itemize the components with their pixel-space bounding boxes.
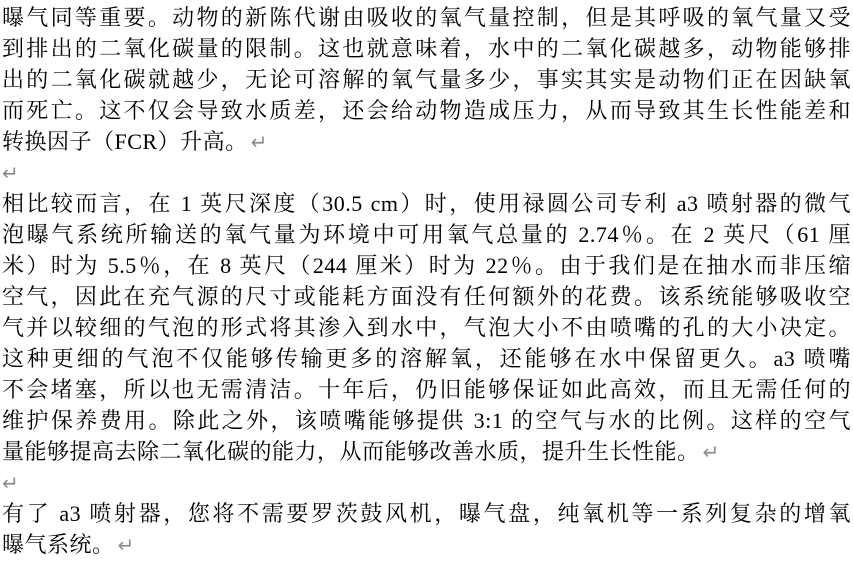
line-text: 量能够提高去除二氧化碳的能力，从而能够改善水质，提升生长性能。: [2, 439, 700, 464]
paragraph-mark-icon: ↵: [117, 533, 135, 557]
line-text: 曝气同等重要。动物的新陈代谢由吸收的氧气量控制，但是其呼吸的氧气量又受: [2, 5, 851, 30]
text-line[interactable]: [2, 343, 851, 374]
paragraph: [2, 188, 851, 467]
line-text: 有了 a3 喷射器，您将不需要罗茨鼓风机，曝气盘，纯氧机等一系列复杂的增氧: [2, 501, 851, 526]
paragraph-mark-icon: ↵: [2, 161, 19, 185]
line-text: 相比较而言，在 1 英尺深度（30.5 cm）时，使用禄圆公司专利 a3 喷射器的微气: [2, 191, 851, 216]
text-line[interactable]: [2, 219, 851, 250]
line-text: 不会堵塞，所以也无需清洁。十年后，仍旧能够保证如此高效，而且无需任何的: [2, 377, 851, 402]
line-text: 出的二氧化碳就越少，无论可溶解的氧气量多少，事实其实是动物们正在因缺氧: [2, 67, 851, 92]
text-line[interactable]: [2, 250, 851, 281]
text-line[interactable]: [2, 405, 851, 436]
text-line[interactable]: [2, 312, 851, 343]
text-line[interactable]: [2, 529, 851, 560]
text-line[interactable]: [2, 281, 851, 312]
text-line[interactable]: [2, 188, 851, 219]
text-line[interactable]: [2, 2, 851, 33]
line-text: 到排出的二氧化碳量的限制。这也就意味着，水中的二氧化碳越多，动物能够排: [2, 36, 851, 61]
paragraph-mark-icon: ↵: [2, 471, 19, 495]
line-text: 这种更细的气泡不仅能够传输更多的溶解氧，还能够在水中保留更久。a3 喷嘴: [2, 346, 851, 371]
line-text: 空气，因此在充气源的尺寸或能耗方面没有任何额外的花费。该系统能够吸收空: [2, 284, 851, 309]
line-text: 转换因子（FCR）升高。: [2, 129, 248, 154]
text-line[interactable]: [2, 436, 851, 467]
text-line[interactable]: [2, 498, 851, 529]
empty-paragraph: [2, 157, 851, 188]
text-line[interactable]: [2, 33, 851, 64]
text-line[interactable]: [2, 467, 851, 498]
paragraph: [2, 2, 851, 157]
line-text: 米）时为 5.5％，在 8 英尺（244 厘米）时为 22％。由于我们是在抽水而非压缩: [2, 253, 851, 278]
paragraph: [2, 498, 851, 560]
text-line[interactable]: [2, 374, 851, 405]
line-text: 泡曝气系统所输送的氧气量为环境中可用氧气总量的 2.74％。在 2 英尺（61 厘: [2, 222, 851, 247]
paragraph-mark-icon: ↵: [250, 130, 268, 154]
line-text: 维护保养费用。除此之外，该喷嘴能够提供 3:1 的空气与水的比例。这样的空气: [2, 408, 851, 433]
text-line[interactable]: [2, 126, 851, 157]
empty-paragraph: [2, 467, 851, 498]
paragraph-mark-icon: ↵: [702, 440, 720, 464]
line-text: 气并以较细的气泡的形式将其渗入到水中，气泡大小不由喷嘴的孔的大小决定。: [2, 315, 851, 340]
text-line[interactable]: [2, 157, 851, 188]
line-text: 曝气系统。: [2, 532, 115, 557]
text-line[interactable]: [2, 64, 851, 95]
text-line[interactable]: [2, 95, 851, 126]
line-text: 而死亡。这不仅会导致水质差，还会给动物造成压力，从而导致其生长性能差和: [2, 98, 851, 123]
